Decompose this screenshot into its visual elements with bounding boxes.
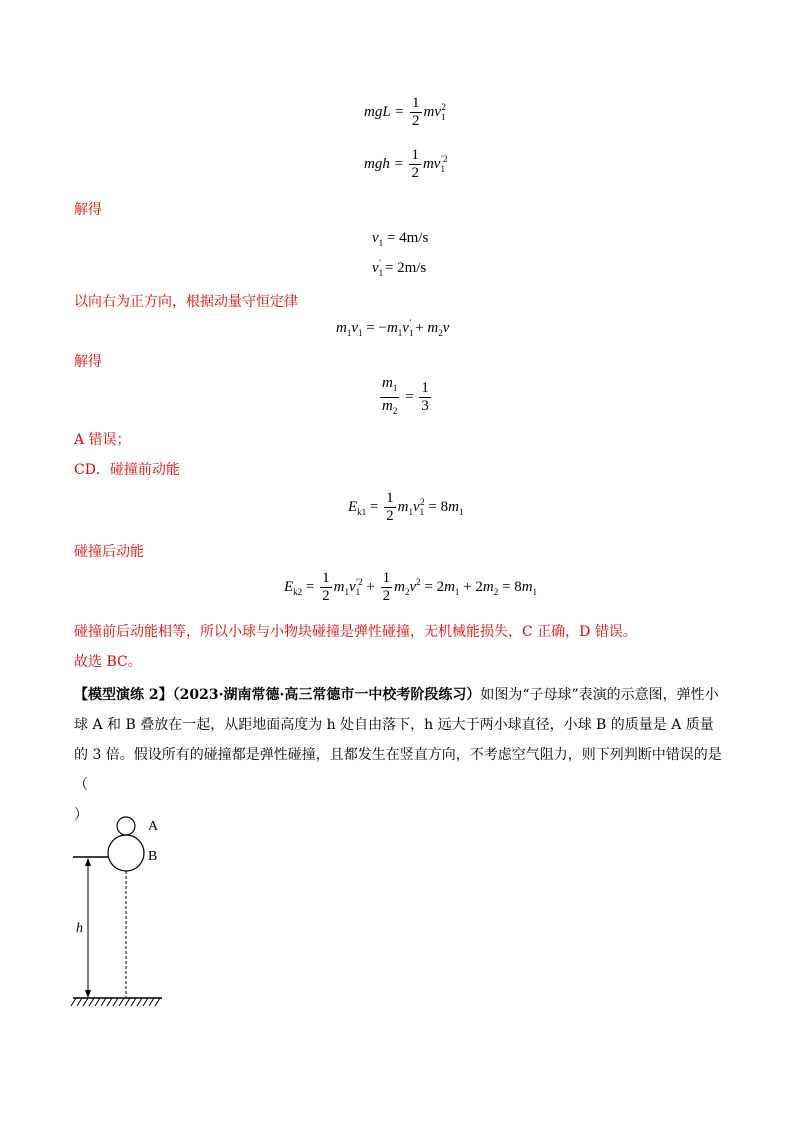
- equation-v1: $v_1 = 4m/s$: [372, 230, 429, 248]
- text-cd-before: CD．碰撞前动能: [74, 462, 180, 478]
- equation-ek1: $E_{k1}$ = $\frac{1}{2}$ $m_1v_1^2 = 8m_1$: [348, 490, 464, 524]
- equation-v1-prime: $v_1' = 2m/s$: [372, 258, 427, 278]
- problem-source: （2023·湖南常德·高三常德市一中校考阶段练习）: [172, 687, 481, 703]
- arrow-head-down: [85, 990, 91, 998]
- equation-momentum: $m_1v_1 = -m_1v_1' + m_2v$: [336, 318, 450, 338]
- equation-mass-ratio: $\frac{m_1}{m_2}$ = $\frac{1}{3}$: [382, 375, 429, 416]
- text-solve-2: 解得: [74, 354, 102, 370]
- label-h: h: [76, 921, 83, 936]
- equation-ek2: $E_{k2}$ = $\frac{1}{2}$ $m_1v_1^{'2}$ + $\frac{1}{2}$ $m_2v^2 = 2m_1 + 2m_2 = 8m_1$: [284, 570, 538, 604]
- ground-hatch: [71, 998, 160, 1006]
- text-conclusion: 碰撞前后动能相等，所以小球与小物块碰撞是弹性碰撞，无机械能损失，C 正确，D 错误。: [74, 624, 637, 640]
- problem-text: 如图为“子母球”表演的示意图，弹性小球 A 和 B 叠放在一起，从距地面高度为 h 处自由落下，h 远大于两小球直径，小球 B 的质量是 A 质量的 3 倍。假设所有的碰撞都是弹性碰撞，且都发生在竖直方向，不考虑空气阻力，则下列判断中错误的是（: [74, 687, 722, 793]
- text-solve-1: 解得: [74, 202, 102, 218]
- problem-tag: 【模型演练 2】: [74, 687, 173, 703]
- text-a-wrong: A 错误；: [74, 432, 131, 448]
- label-a: A: [148, 819, 159, 834]
- text-answer: 故选 BC。: [74, 654, 142, 670]
- equation-energy-L: mgL = $\frac{1}{2}$ $mv_1^2$: [364, 95, 447, 129]
- text-direction: 以向右为正方向，根据动量守恒定律: [74, 294, 298, 310]
- arrow-head-up: [85, 858, 91, 866]
- text-after: 碰撞后动能: [74, 544, 144, 560]
- stacked-balls-diagram: [70, 810, 200, 1015]
- problem-paragraph: [74, 680, 724, 830]
- problem-close-paren: ）: [74, 807, 88, 823]
- label-b: B: [148, 849, 158, 864]
- ball-a: [117, 817, 135, 835]
- ball-b: [108, 835, 144, 871]
- equation-energy-h: mgh = $\frac{1}{2}$ $mv_1^{'2}$: [364, 147, 448, 181]
